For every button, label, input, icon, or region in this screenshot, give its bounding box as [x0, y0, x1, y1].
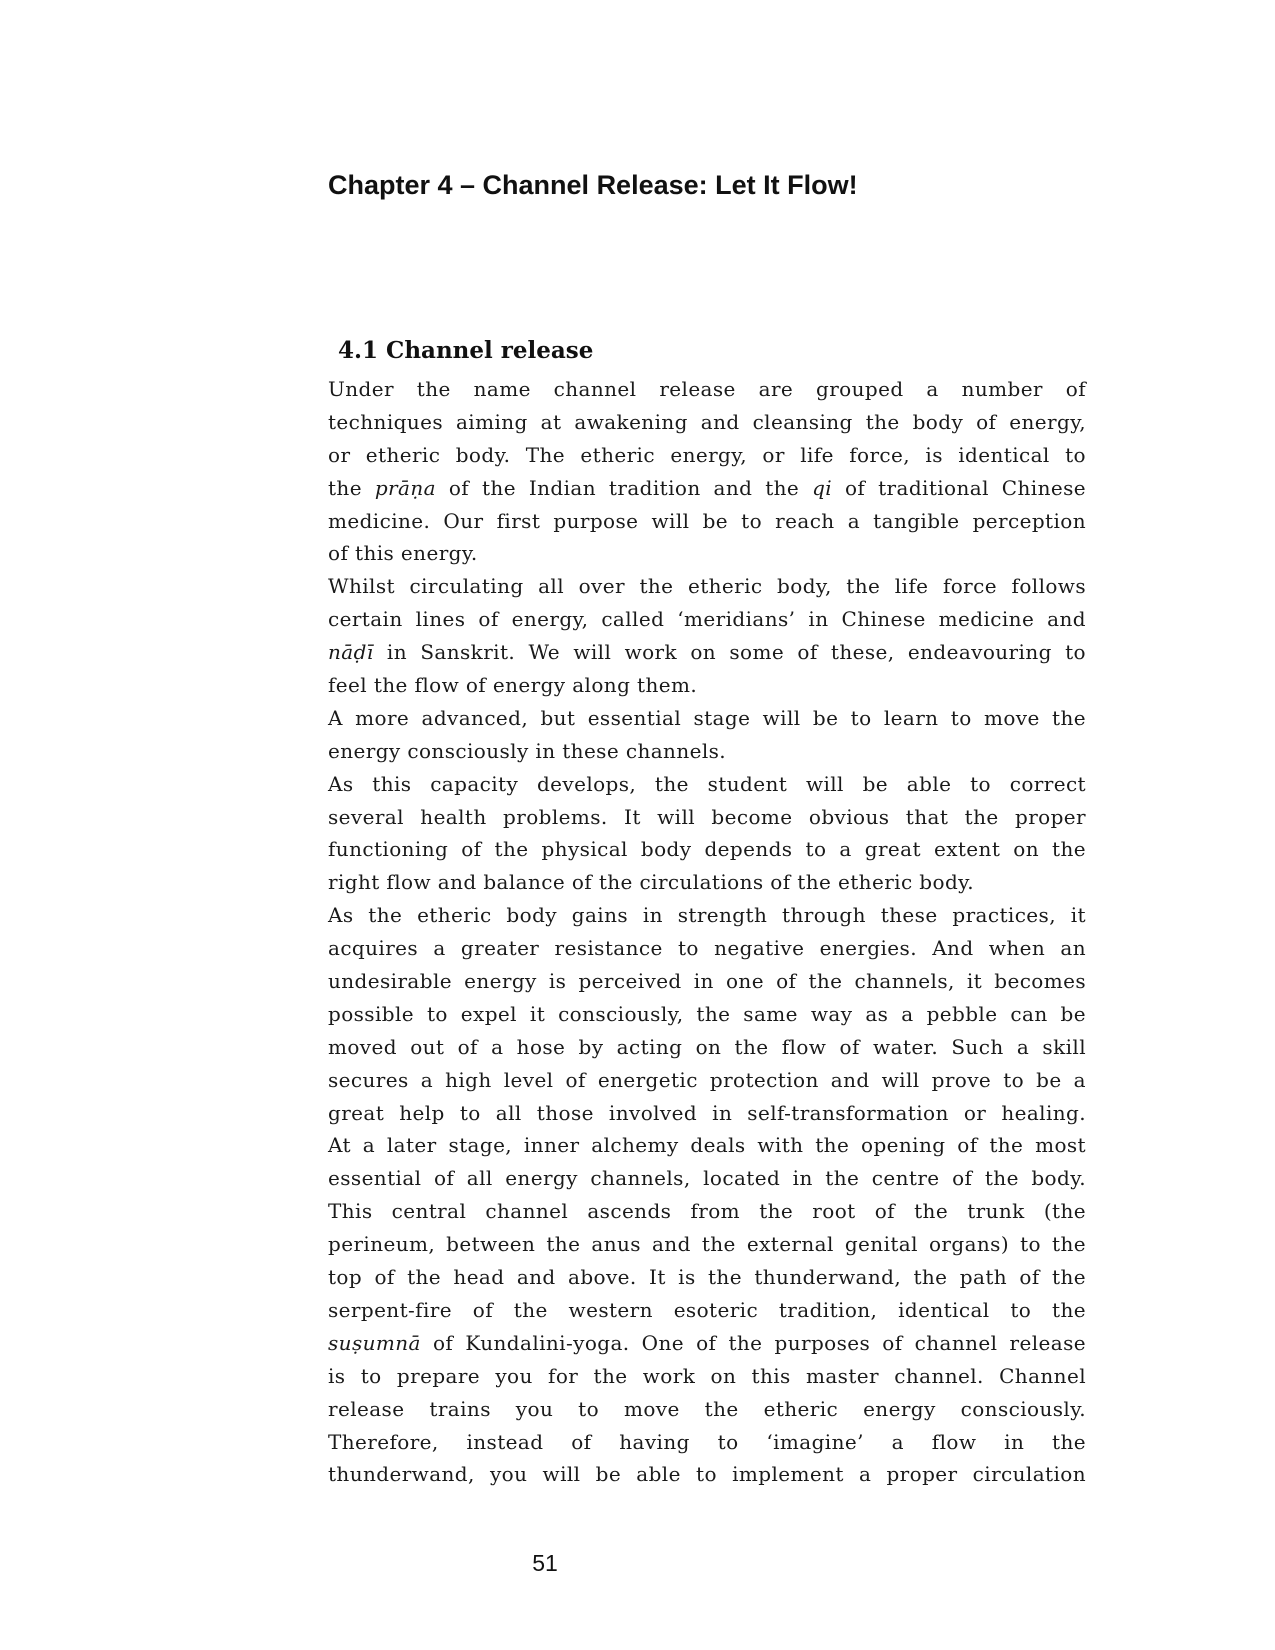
text-segment: possible to expel it consciously, the same way as a pebble can be	[328, 1001, 1086, 1026]
text-line	[328, 768, 1086, 801]
text-line	[328, 1360, 1086, 1393]
text-segment: As this capacity develops, the student will be able to correct	[328, 771, 1086, 796]
text-segment: of the Indian tradition and the	[435, 475, 813, 500]
text-segment: energy consciously in these channels.	[328, 738, 727, 763]
text-line	[328, 1426, 1086, 1459]
text-line	[328, 636, 1086, 669]
text-segment: or etheric body. The etheric energy, or life force, is identical to	[328, 442, 1086, 467]
section-heading: 4.1 Channel release	[338, 337, 594, 364]
text-line	[328, 472, 1086, 505]
text-segment: moved out of a hose by acting on the flow of water. Such a skill	[328, 1034, 1086, 1059]
text-line	[328, 603, 1086, 636]
text-segment: acquires a greater resistance to negative energies. And when an	[328, 936, 1086, 961]
text-line	[328, 998, 1086, 1031]
text-segment: the	[328, 475, 375, 500]
text-line	[328, 801, 1086, 834]
italic-term: qi	[812, 475, 833, 500]
text-segment: of this energy.	[328, 541, 478, 566]
text-segment: Whilst circulating all over the etheric body, the life force follows	[328, 574, 1086, 599]
text-line	[328, 735, 1086, 768]
text-line	[328, 1393, 1086, 1426]
text-segment: of traditional Chinese	[832, 475, 1086, 500]
text-line	[328, 1261, 1086, 1294]
text-segment: Therefore, instead of having to ‘imagine’ a flow in the	[328, 1429, 1086, 1454]
text-segment: This central channel ascends from the root of the trunk (the	[328, 1199, 1086, 1224]
text-line	[328, 537, 1086, 570]
text-line	[328, 1195, 1086, 1228]
text-line	[328, 866, 1086, 899]
text-line	[328, 1097, 1086, 1130]
text-segment: certain lines of energy, called ‘meridians’ in Chinese medicine and	[328, 607, 1086, 632]
text-segment: perineum, between the anus and the external genital organs) to the	[328, 1232, 1086, 1257]
text-segment: great help to all those involved in self-transformation or healing.	[328, 1100, 1086, 1125]
text-line	[328, 1031, 1086, 1064]
italic-term: nāḍī	[328, 640, 374, 665]
text-segment: functioning of the physical body depends to a great extent on the	[328, 837, 1086, 862]
chapter-title: Chapter 4 – Channel Release: Let It Flow!	[328, 170, 858, 200]
text-segment: thunderwand, you will be able to implement a proper circulation	[328, 1462, 1086, 1487]
text-segment: techniques aiming at awakening and cleansing the body of energy,	[328, 409, 1086, 434]
text-segment: release trains you to move the etheric energy consciously.	[328, 1396, 1086, 1421]
text-segment: A more advanced, but essential stage will be to learn to move the	[328, 705, 1086, 730]
text-line	[328, 669, 1086, 702]
text-line	[328, 1129, 1086, 1162]
text-segment: Under the name channel release are grouped a number of	[328, 377, 1086, 401]
text-line	[328, 1458, 1086, 1491]
text-segment: right flow and balance of the circulations of the etheric body.	[328, 870, 974, 895]
text-segment: medicine. Our first purpose will be to reach a tangible perception	[328, 508, 1086, 533]
text-line	[328, 570, 1086, 603]
text-segment: serpent-fire of the western esoteric tradition, identical to the	[328, 1297, 1086, 1322]
text-segment: feel the flow of energy along them.	[328, 673, 698, 698]
italic-term: suṣumnā	[328, 1330, 421, 1355]
text-line	[328, 1228, 1086, 1261]
text-line	[328, 932, 1086, 965]
text-line	[328, 1064, 1086, 1097]
text-segment: At a later stage, inner alchemy deals with the opening of the most	[328, 1133, 1086, 1158]
text-line	[328, 1294, 1086, 1327]
text-segment: several health problems. It will become obvious that the proper	[328, 804, 1086, 829]
text-line	[328, 833, 1086, 866]
body-text	[328, 373, 1086, 1491]
text-line	[328, 373, 1086, 406]
text-line	[328, 899, 1086, 932]
text-segment: essential of all energy channels, located in the centre of the body.	[328, 1166, 1086, 1191]
text-line	[328, 702, 1086, 735]
text-line	[328, 406, 1086, 439]
text-segment: As the etheric body gains in strength through these practices, it	[328, 903, 1086, 928]
text-line	[328, 505, 1086, 538]
italic-term: prāṇa	[374, 475, 436, 500]
text-line	[328, 439, 1086, 472]
text-segment: of Kundalini-yoga. One of the purposes of channel release	[420, 1330, 1086, 1355]
text-segment: top of the head and above. It is the thunderwand, the path of the	[328, 1265, 1086, 1290]
text-line	[328, 1327, 1086, 1360]
text-line	[328, 965, 1086, 998]
text-segment: in Sanskrit. We will work on some of these, endeavouring to	[373, 640, 1086, 665]
page-number: 51	[532, 1550, 558, 1576]
text-segment: is to prepare you for the work on this master channel. Channel	[328, 1363, 1086, 1388]
text-segment: secures a high level of energetic protection and will prove to be a	[328, 1067, 1086, 1092]
text-line	[328, 1162, 1086, 1195]
text-segment: undesirable energy is perceived in one of the channels, it becomes	[328, 969, 1086, 994]
